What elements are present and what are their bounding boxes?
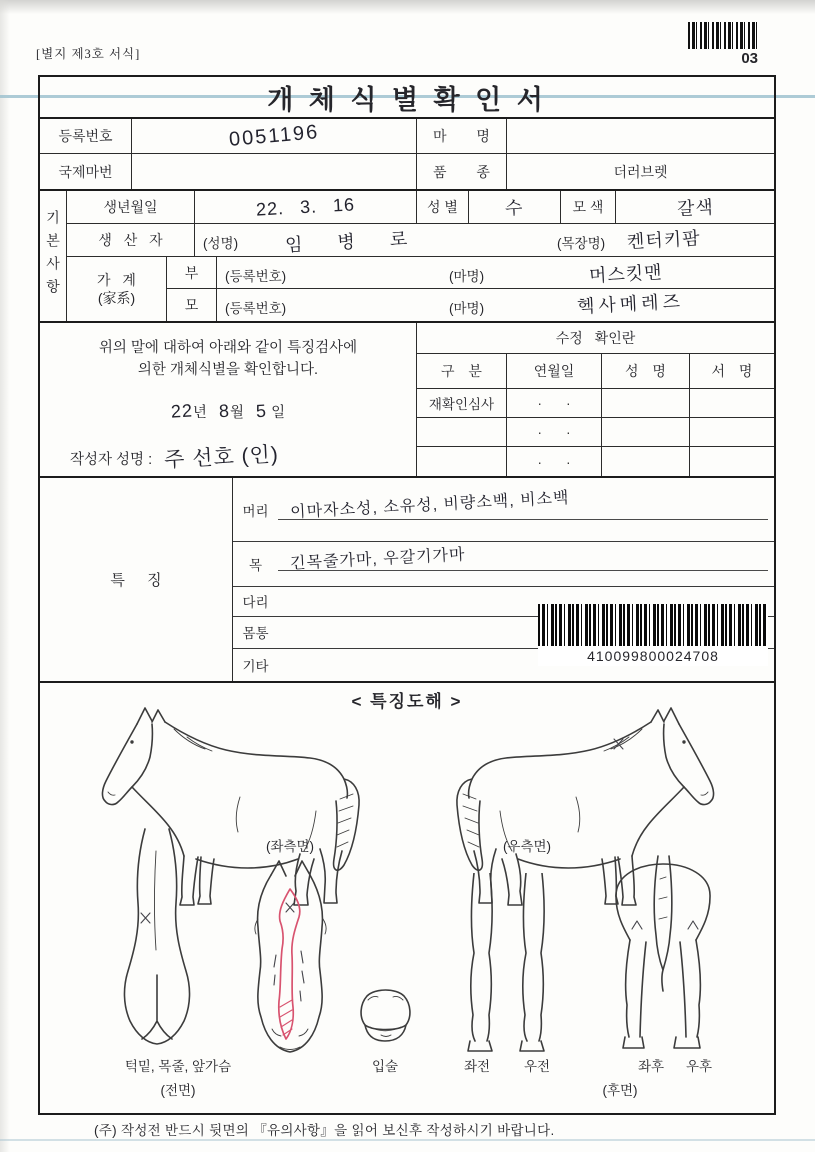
producer-label: 생 산 자 [67,224,195,257]
row-name [602,418,690,447]
page-number: 03 [741,50,758,67]
handwritten-sex: 수 [504,197,525,219]
row-date: · · [507,389,602,418]
writer-label: 작성자 성명 : [70,452,153,468]
sex-label: 성 별 [417,191,469,224]
col-date: 연월일 [507,354,602,389]
blue-rule-bottom [0,1139,815,1141]
sire-dam-labels [167,257,217,321]
family-rows [67,257,774,321]
document-title: 개 체 식 별 확 인 서 [267,84,547,115]
coat-label: 모 색 [561,191,616,224]
feature-value [278,542,774,586]
handwritten-coat: 갈색 [676,197,714,219]
sex-value [469,191,561,224]
confirmation-section [40,321,774,476]
coat-value [616,191,774,224]
feature-row-neck [233,542,774,587]
breed-value: 더러브렛 [613,163,668,180]
feature-diagram-section [40,681,774,1117]
left-side-caption: (좌측면) [265,839,315,854]
row-date: · · [507,447,602,476]
horse-name-value [507,119,774,154]
front-view-caption: (전면) [160,1083,196,1098]
basic-info-section [40,189,774,321]
basic-section-label: 기본사항 [40,191,67,321]
handwritten-neck-features: 긴목줄가마, 우갈기가마 [289,546,466,573]
barcode-icon [688,22,758,49]
horse-name-label: 마 명 [417,119,507,154]
intl-no-label: 국제마번 [40,154,132,189]
handwritten-month: 8 [218,400,231,422]
feature-value [278,478,774,541]
row-sign [690,418,774,447]
statement-line1: 위의 말에 대하여 아래와 같이 특징검사에 [98,340,358,356]
hind-legs-rear-figure [596,819,731,1064]
feature-label: 기타 [242,659,269,675]
row-category [417,447,507,476]
col-name: 성 명 [602,354,690,389]
handwritten-signature: 주 선호 (인) [163,443,280,472]
handwritten-sire-name: 머스킷맨 [588,262,664,286]
col-sign: 서 명 [690,354,774,389]
revision-row [417,418,774,447]
revision-row [417,447,774,476]
title-row [40,77,774,117]
revision-table-title: 수정 확인란 [417,323,774,354]
feature-barcode [538,604,768,666]
scan-artifact-top [0,0,815,14]
feature-label: 머리 [242,503,269,519]
handwritten-birth: 22. 3. 16 [255,193,356,220]
feature-label: 목 [248,558,263,574]
handwritten-farm-name: 켄터키팜 [626,228,702,252]
barcode-icon [538,604,768,646]
farm-sublabel: (목장명) [557,236,606,251]
confirmation-statement [40,337,416,382]
footer-note: (주) 작성전 반드시 뒷면의 『유의사항』을 읽어 보신후 작성하시기 바랍니다. [94,1123,555,1138]
producer-name-sublabel: (성명) [203,236,239,251]
row-date: · · [507,418,602,447]
right-side-caption: (우측면) [502,839,552,854]
form-designation: [별지 제3호 서식] [36,47,141,61]
basic-info-rows [67,191,774,321]
family-label: 가 계 [97,271,136,288]
front-group-caption: 턱밑, 목줄, 앞가슴 [124,1059,232,1074]
lips-figure [353,985,418,1047]
sire-dam-values [217,257,774,321]
year-suffix: 년 [192,405,207,421]
dam-regno-sublabel: (등록번호) [225,301,287,316]
birth-label: 생년월일 [67,191,195,224]
feature-label: 몸통 [242,626,269,642]
birth-row [67,191,774,224]
writing-line [278,570,768,571]
hind-right-caption: 우후 [685,1059,713,1074]
front-right-caption: 우전 [523,1059,551,1074]
dam-row [217,289,774,321]
row-category: 재확인심사 [417,389,507,418]
handwritten-year: 22 [170,400,194,422]
sire-label: 부 [167,257,217,289]
writer-line [70,441,279,471]
scan-artifact-left [0,0,10,1152]
breed-label: 품 종 [417,154,507,189]
lips-caption: 입술 [371,1059,399,1074]
reg-no-label: 등록번호 [40,119,132,154]
feature-label: 다리 [242,595,269,611]
barcode-number: 410099800024708 [587,648,719,664]
producer-value [195,224,774,257]
confirmation-date [40,401,416,422]
front-left-caption: 좌전 [463,1059,491,1074]
intl-no-value [132,154,417,189]
row-category [417,418,507,447]
row-name [602,447,690,476]
reg-no-value [132,119,417,154]
row-sign [690,447,774,476]
handwritten-day: 5 [255,400,268,422]
rear-view-caption: (후면) [602,1083,638,1098]
confirmation-statement-area [40,323,417,476]
revision-row [417,389,774,418]
handwritten-reg-no: 0051196 [227,120,320,151]
front-legs-figure [458,873,558,1063]
dam-maname-sublabel: (마명) [449,301,485,316]
producer-row [67,224,774,257]
statement-line2: 의한 개체식별을 확인합니다. [137,362,319,379]
col-category: 구 분 [417,354,507,389]
family-label-cell [67,257,167,321]
feature-row-head [233,478,774,542]
month-suffix: 월 [229,405,244,421]
birth-value [195,191,417,224]
family-hanja: (家系) [97,290,136,306]
certificate-form [38,75,776,1115]
row-name [602,389,690,418]
neck-chest-front-figure [115,825,200,1053]
day-suffix: 일 [271,405,286,421]
dam-label: 모 [167,289,217,321]
registration-table [40,117,774,189]
features-section [40,476,774,681]
handwritten-dam-name: 헥사메레즈 [576,291,685,317]
sire-row [217,257,774,289]
hind-left-caption: 좌후 [637,1059,665,1074]
face-front-figure [238,859,343,1059]
sire-regno-sublabel: (등록번호) [225,269,287,284]
diagram-title: < 특징도해 > [351,692,463,711]
sire-maname-sublabel: (마명) [449,269,485,284]
features-section-label: 특 징 [40,478,233,681]
revision-table-header [417,354,774,389]
handwritten-producer-name: 임 병 로 [284,228,409,256]
revision-table [417,323,774,476]
handwritten-head-features: 이마자소성, 소유성, 비량소백, 비소백 [289,489,570,522]
writing-line [278,519,768,520]
row-sign [690,389,774,418]
